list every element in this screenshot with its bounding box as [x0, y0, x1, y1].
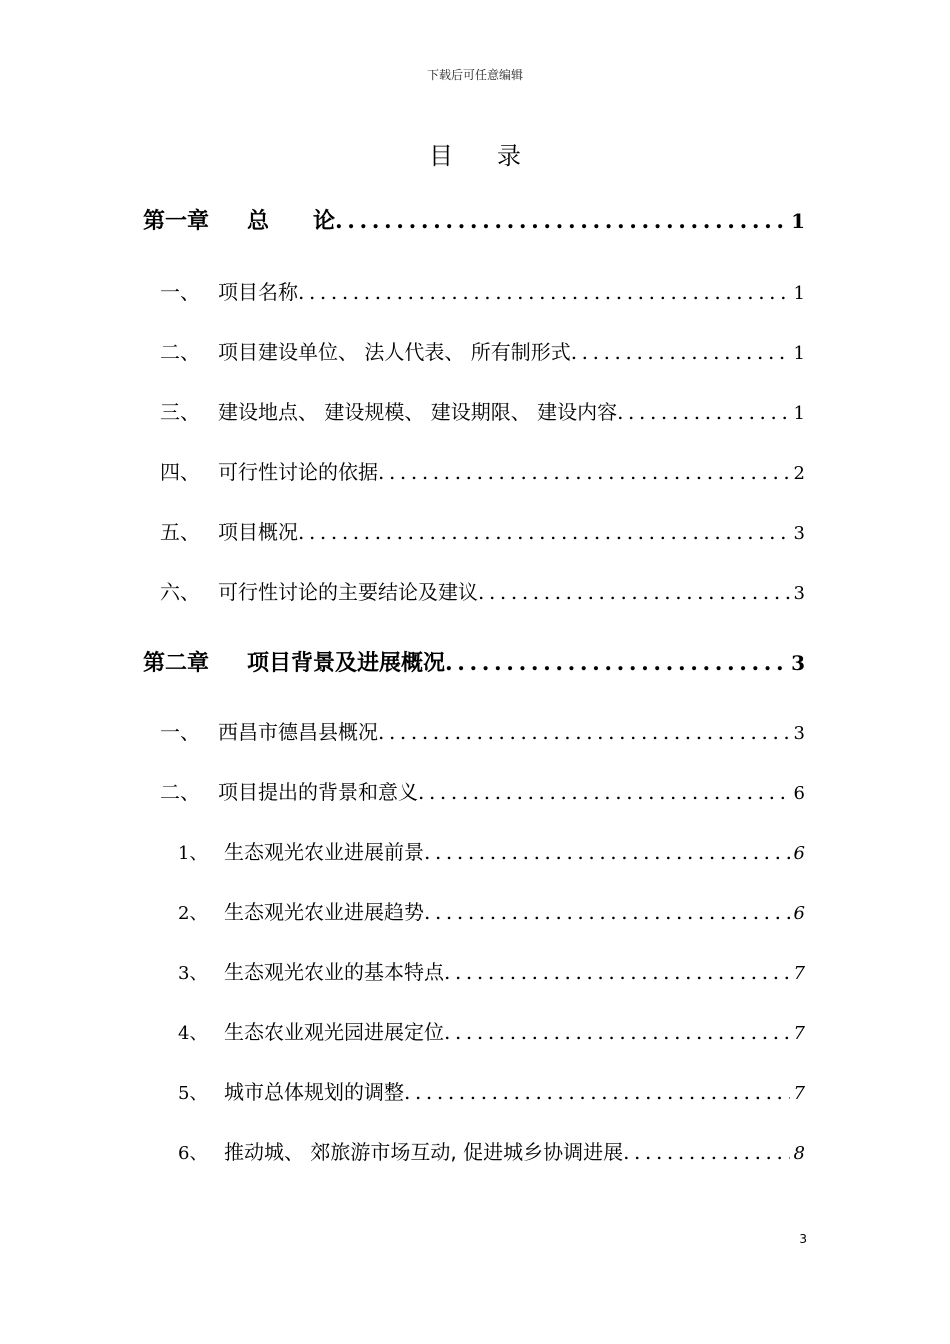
toc-leader-dots: [424, 840, 790, 864]
toc-entry-number: 一、: [160, 720, 200, 744]
toc-entry[interactable]: [160, 276, 805, 305]
toc-leader-dots: [378, 460, 790, 484]
toc-entry-title: 西昌市德昌县概况: [218, 720, 378, 744]
toc-entry-page: 7: [793, 1023, 805, 1044]
toc-entry-page: 8: [793, 1143, 805, 1164]
toc-entry-page: 3: [793, 523, 805, 544]
toc-entry-page: 1: [793, 283, 805, 304]
toc-entry-number: 三、: [160, 400, 200, 424]
toc-entry-number: 3、: [178, 963, 208, 984]
toc-leader-dots: [298, 280, 790, 304]
toc-entry-number: 第一章: [143, 209, 210, 234]
toc-leader-dots: [623, 1140, 789, 1164]
toc-entry[interactable]: [160, 396, 805, 425]
toc-entry[interactable]: [178, 956, 805, 985]
toc-entry-number: 二、: [160, 780, 200, 804]
toc-entry-title: 生态观光农业进展趋势: [224, 900, 424, 924]
toc-leader-dots: [617, 400, 789, 424]
toc-entry-title: 总 论: [247, 209, 336, 234]
toc-entry-title: 项目概况: [218, 520, 298, 544]
toc-entry[interactable]: [143, 646, 805, 677]
toc-leader-dots: [424, 900, 790, 924]
toc-entry-number: 第二章: [143, 651, 210, 676]
toc-entry-number: 6、: [178, 1143, 208, 1164]
toc-entry-page: 1: [793, 343, 805, 364]
toc-entry-page: 6: [793, 903, 805, 924]
toc-entry-title: 建设地点、 建设规模、 建设期限、 建设内容: [218, 400, 618, 424]
toc-leader-dots: [418, 780, 790, 804]
toc-entry-title: 生态观光农业的基本特点: [224, 960, 444, 984]
toc-leader-dots: [335, 208, 787, 234]
toc-entry-page: 6: [793, 843, 805, 864]
toc-entry-page: 3: [793, 583, 805, 604]
toc-entry-page: 1: [793, 403, 805, 424]
toc-leader-dots: [444, 1020, 790, 1044]
toc-entry-number: 5、: [178, 1083, 208, 1104]
page-header: 下载后可任意编辑: [426, 68, 523, 82]
toc-entry-number: 1、: [178, 843, 208, 864]
toc-entry[interactable]: [178, 896, 805, 925]
toc-entry-number: 2、: [178, 903, 208, 924]
toc-leader-dots: [404, 1080, 790, 1104]
toc-entry-title: 生态农业观光园进展定位: [224, 1020, 444, 1044]
toc-entry-title: 项目名称: [218, 280, 298, 304]
page-number: 3: [799, 1232, 807, 1246]
toc-entry[interactable]: [160, 456, 805, 485]
toc-entry[interactable]: [160, 336, 805, 365]
toc-entry[interactable]: [178, 1076, 805, 1105]
toc-entry-number: 五、: [160, 520, 200, 544]
toc-leader-dots: [445, 650, 787, 676]
toc-leader-dots: [478, 580, 790, 604]
toc-entry-number: 4、: [178, 1023, 208, 1044]
toc-entry[interactable]: [143, 204, 805, 235]
toc-leader-dots: [298, 520, 790, 544]
toc-entry-number: 四、: [160, 460, 200, 484]
toc-entry-title: 推动城、 郊旅游市场互动, 促进城乡协调进展: [224, 1140, 624, 1164]
toc-entry-title: 项目背景及进展概况: [247, 651, 446, 676]
toc-entry-title: 可行性讨论的依据: [218, 460, 378, 484]
toc-entry[interactable]: [160, 576, 805, 605]
toc-entry-page: 3: [793, 723, 805, 744]
toc-entry-page: 2: [793, 463, 805, 484]
toc-entry-title: 生态观光农业进展前景: [224, 840, 424, 864]
toc-entry-page: 7: [793, 963, 805, 984]
toc-entry-page: 1: [791, 209, 805, 233]
toc-entry[interactable]: [160, 716, 805, 745]
toc-entry-title: 项目提出的背景和意义: [218, 780, 418, 804]
toc-entry[interactable]: [178, 1016, 805, 1045]
toc-entry-page: 7: [793, 1083, 805, 1104]
toc-entry-title: 可行性讨论的主要结论及建议: [218, 580, 478, 604]
toc-entry[interactable]: [178, 1136, 805, 1165]
toc-title: 目录: [429, 142, 565, 170]
toc-leader-dots: [378, 720, 790, 744]
toc-leader-dots: [571, 340, 790, 364]
toc-entry[interactable]: [160, 776, 805, 805]
toc-entry-title: 城市总体规划的调整: [224, 1080, 404, 1104]
toc-entry-number: 一、: [160, 280, 200, 304]
toc-entry[interactable]: [178, 836, 805, 865]
toc-leader-dots: [444, 960, 790, 984]
toc-entry-title: 项目建设单位、 法人代表、 所有制形式: [218, 340, 571, 364]
toc-entry-page: 3: [791, 651, 805, 675]
toc-entry-number: 二、: [160, 340, 200, 364]
toc-entry[interactable]: [160, 516, 805, 545]
toc-entry-number: 六、: [160, 580, 200, 604]
toc-entry-page: 6: [793, 783, 805, 804]
